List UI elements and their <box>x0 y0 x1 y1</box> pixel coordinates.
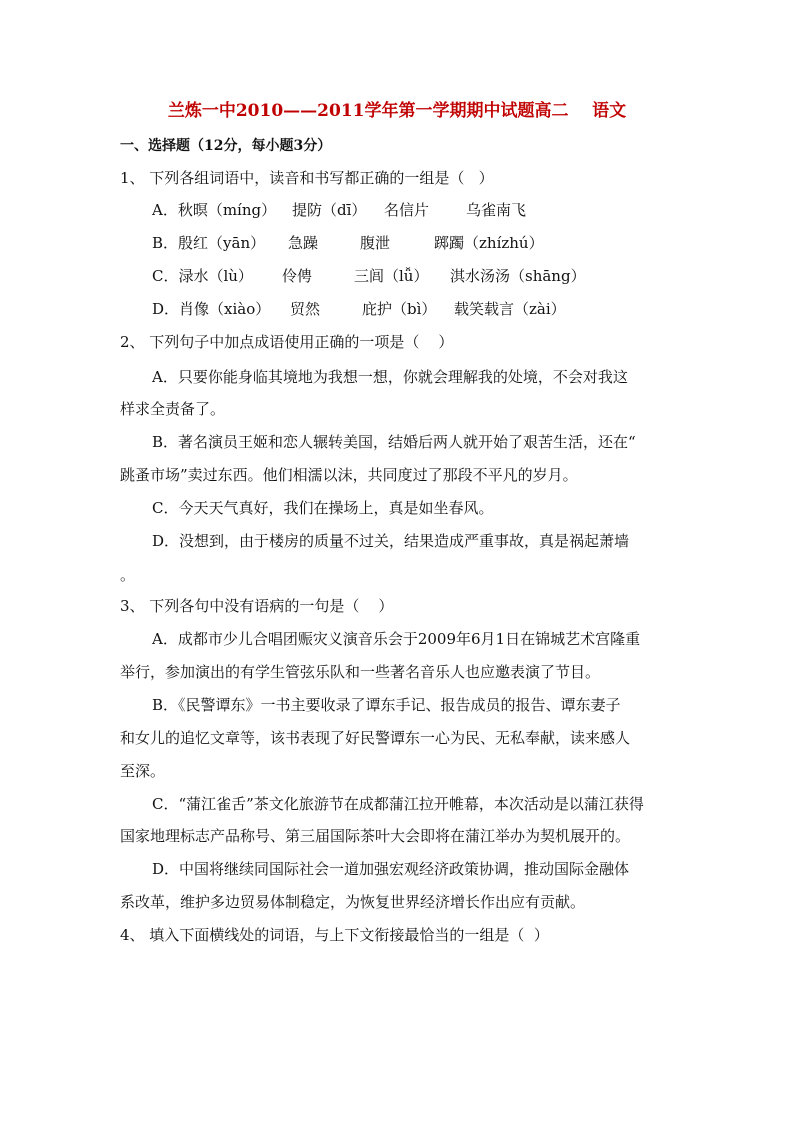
question-3-option-c-line-1: C．“蒲江雀舌”茶文化旅游节在成都蒲江拉开帷幕，本次活动是以蒲江获得 <box>152 795 644 813</box>
question-2-option-d-line-1: D．没想到，由于楼房的质量不过关，结果造成严重事故，真是祸起萧墙 <box>152 532 630 550</box>
question-3-option-a-line-2: 举行，参加演出的有学生管弦乐队和一些著名音乐人也应邀表演了节目。 <box>120 663 601 681</box>
question-3-stem: 3、 下列各句中没有语病的一句是（ ） <box>120 597 394 615</box>
option-a-word-4: 乌雀南飞 <box>466 201 527 219</box>
question-3-option-d-line-2: 系改革，维护多边贸易体制稳定，为恢复世界经济增长作出应有贡献。 <box>120 893 586 911</box>
question-2-stem: 2、 下列句子中加点成语使用正确的一项是（ ） <box>120 333 454 351</box>
page-title: 兰炼一中2010——2011学年第一学期期中试题高二 语文 <box>167 101 627 121</box>
option-b-word-3: 腹泄 <box>360 234 391 252</box>
option-d-word-4: 载笑载言（zài） <box>454 300 566 318</box>
section-heading: 一、选择题（12分，每小题3分） <box>120 138 332 154</box>
question-3-option-c-line-2: 国家地理标志产品称号、第三届国际茶叶大会即将在蒲江举办为契机展开的。 <box>120 827 631 845</box>
question-2-option-b-line-2: 跳蚤市场”卖过东西。他们相濡以沫，共同度过了那段不平凡的岁月。 <box>120 466 578 484</box>
option-b-word-1: B．殷红（yān） <box>152 234 266 252</box>
option-c-word-3: 三闾（lǚ） <box>354 267 429 285</box>
option-b-word-4: 踯躅（zhízhú） <box>434 234 544 252</box>
question-4-stem: 4、 填入下面横线处的词语，与上下文衔接最恰当的一组是（ ） <box>120 926 549 944</box>
question-3-option-b-line-1: B．《民警谭东》一书主要收录了谭东手记、报告成员的报告、谭东妻子 <box>152 696 621 714</box>
option-c-word-1: C．渌水（lù） <box>152 267 253 285</box>
option-b-word-2: 急躁 <box>288 234 319 252</box>
question-2-option-a-line-1: A．只要你能身临其境地为我想一想，你就会理解我的处境，不会对我这 <box>152 368 628 386</box>
question-2-option-b-line-1: B．著名演员王姬和恋人辗转美国，结婚后两人就开始了艰苦生活，还在“ <box>152 433 636 451</box>
option-c-word-2: 伶俜 <box>282 267 313 285</box>
option-d-word-3: 庇护（bì） <box>362 300 437 318</box>
question-3-option-d-line-1: D．中国将继续同国际社会一道加强宏观经济政策协调，推动国际金融体 <box>152 860 630 878</box>
question-3-option-a-line-1: A．成都市少儿合唱团赈灾义演音乐会于2009年6月1日在锦城艺术宫隆重 <box>152 630 641 648</box>
question-3-option-b-line-2: 和女儿的追忆文章等，该书表现了好民警谭东一心为民、无私奉献，读来感人 <box>120 729 631 747</box>
option-a-word-1: A．秋暝（míng） <box>152 201 277 219</box>
option-d-word-2: 贸然 <box>290 300 321 318</box>
option-d-word-1: D．肖像（xiào） <box>152 300 271 318</box>
option-a-word-2: 提防（dī） <box>292 201 367 219</box>
question-3-option-b-line-3: 至深。 <box>120 762 166 780</box>
question-2-option-c: C．今天天气真好，我们在操场上，真是如坐春风。 <box>152 499 494 517</box>
question-1-stem: 1、 下列各组词语中，读音和书写都正确的一组是（ ） <box>120 169 494 187</box>
option-a-word-3: 名信片 <box>384 201 430 219</box>
option-c-word-4: 淇水汤汤（shāng） <box>450 267 586 285</box>
question-2-option-d-line-2: 。 <box>120 566 136 584</box>
question-2-option-a-line-2: 样求全责备了。 <box>120 400 226 418</box>
